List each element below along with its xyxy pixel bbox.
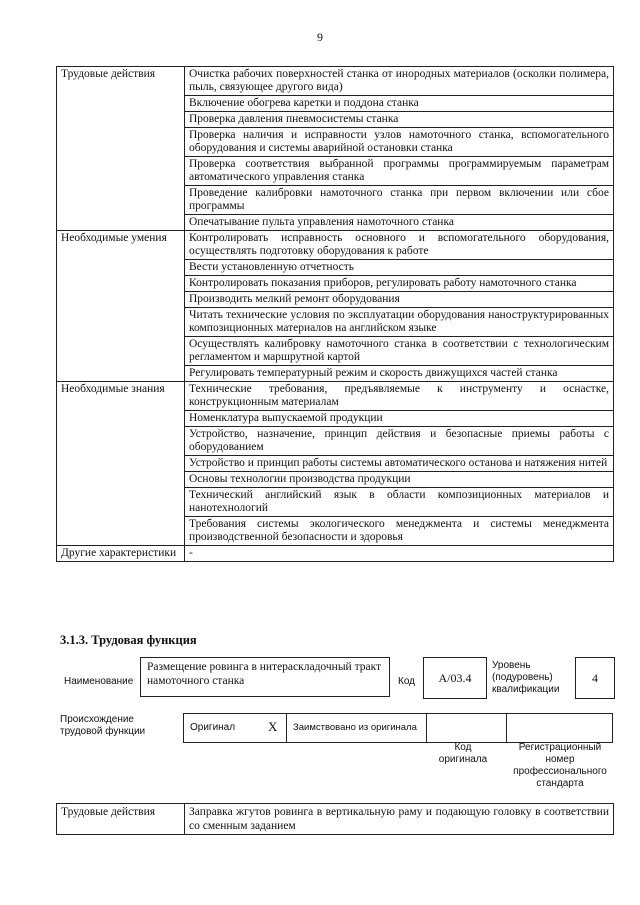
- table-row: [57, 231, 614, 260]
- borrowed-cell: [286, 714, 426, 742]
- category-cell: Трудовые действия: [57, 804, 185, 835]
- category-cell: Необходимые знания: [57, 382, 185, 546]
- item-cell: Технические требования, предъявляемые к инструменту и оснастке, конструкционным материалам: [185, 382, 614, 411]
- category-cell: Другие характеристики: [57, 546, 185, 562]
- section-title: 3.1.3. Трудовая функция: [60, 633, 197, 647]
- code-original-label: Код оригинала: [438, 742, 488, 765]
- borrowed-label: Заимствовано из оригинала: [293, 722, 417, 733]
- item-cell: Устройство и принцип работы системы автоматического останова и натяжения нитей: [185, 456, 614, 472]
- reg-number-cell: [506, 714, 613, 742]
- code-label: Код: [398, 676, 416, 687]
- item-cell: Заправка жгутов ровинга в вертикальную раму и подающую головку в соответствии со сменным заданием: [185, 804, 614, 835]
- origin-grid: [183, 713, 613, 743]
- category-cell: Необходимые умения: [57, 231, 185, 382]
- level-label: Уровень (подуровень) квалификации: [492, 660, 560, 695]
- item-cell: Осуществлять калибровку намоточного станка в соответствии с технологическим регламентом и маршрутной картой: [185, 337, 614, 366]
- name-label: Наименование: [64, 676, 134, 687]
- item-cell: Проверка давления пневмосистемы станка: [185, 112, 614, 128]
- item-cell: Контролировать исправность основного и вспомогательного оборудования, осуществлять подготовку оборудования к работе: [185, 231, 614, 260]
- function-name-field: Размещение ровинга в нитераскладочный тракт намоточного станка: [140, 657, 390, 697]
- item-cell: Проверка соответствия выбранной программы программируемым параметрам автоматического управления станка: [185, 157, 614, 186]
- item-cell: Номенклатура выпускаемой продукции: [185, 411, 614, 427]
- reg-number-label: Регистрационный номер профессионального стандарта: [513, 742, 607, 789]
- item-cell: Основы технологии производства продукции: [185, 472, 614, 488]
- qualification-level-field: 4: [575, 657, 615, 699]
- item-cell: Регулировать температурный режим и скорость движущихся частей станка: [185, 366, 614, 382]
- page-number: 9: [317, 30, 323, 44]
- item-cell: Устройство, назначение, принцип действия и безопасные приемы работы с оборудованием: [185, 427, 614, 456]
- requirements-table: [56, 66, 614, 562]
- item-cell: Включение обогрева каретки и поддона станка: [185, 96, 614, 112]
- item-cell: -: [185, 546, 614, 562]
- item-cell: Проведение калибровки намоточного станка при первом включении или сбое программы: [185, 186, 614, 215]
- category-cell: Трудовые действия: [57, 67, 185, 231]
- item-cell: Вести установленную отчетность: [185, 260, 614, 276]
- original-cell: [183, 714, 286, 742]
- item-cell: Технический английский язык в области композиционных материалов и нанотехнологий: [185, 488, 614, 517]
- table-row: [57, 546, 614, 562]
- origin-label: Происхождение трудовой функции: [60, 714, 146, 737]
- function-code-field: A/03.4: [423, 657, 487, 699]
- item-cell: Проверка наличия и исправности узлов намоточного станка, вспомогательного оборудования и системы аварийной остановки станка: [185, 128, 614, 157]
- item-cell: Очистка рабочих поверхностей станка от инородных материалов (осколки полимера, пыль, связующее другого вида): [185, 67, 614, 96]
- item-cell: Читать технические условия по эксплуатации оборудования наноструктурированных композиционных материалов на английском языке: [185, 308, 614, 337]
- original-label: Оригинал: [190, 722, 236, 733]
- item-cell: Требования системы экологического менеджмента и системы менеджмента производственной безопасности и здоровья: [185, 517, 614, 546]
- bottom-table: [56, 803, 614, 835]
- table-row: [57, 804, 614, 835]
- original-mark: X: [268, 719, 278, 734]
- code-original-cell: [426, 714, 506, 742]
- item-cell: Контролировать показания приборов, регулировать работу намоточного станка: [185, 276, 614, 292]
- item-cell: Производить мелкий ремонт оборудования: [185, 292, 614, 308]
- table-row: [57, 382, 614, 411]
- item-cell: Опечатывание пульта управления намоточного станка: [185, 215, 614, 231]
- table-row: [57, 67, 614, 96]
